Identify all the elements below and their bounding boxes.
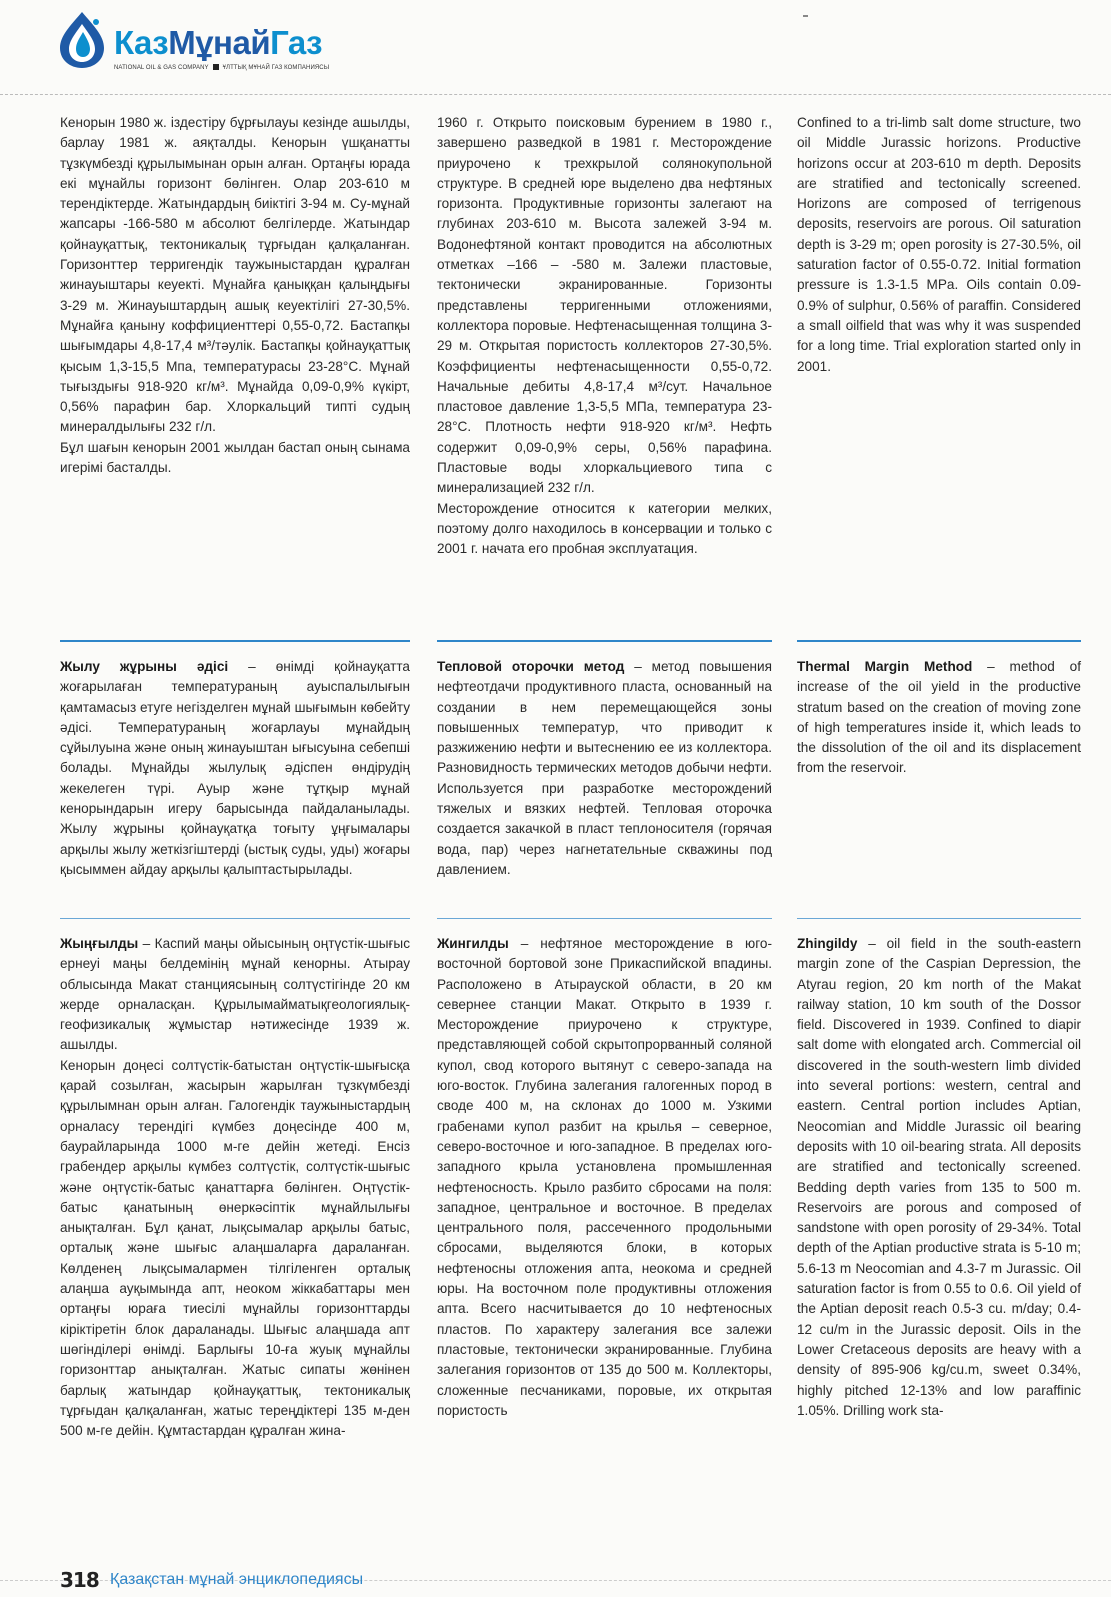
entry1-kk-text-2: Бұл шағын кенорын 2001 жылдан бастап оның сынама игерімі басталды. — [60, 439, 410, 476]
entry1-ru-text-2: Месторождение относится к категории мелких, поэтому долго находилось в консервации и только с 2001 г. начата его пробная эксплуатация. — [437, 500, 772, 557]
entry2-kk-body: – өнімді қойнауқатта жоғарылаған температураның ауыспалылығын қамтамасыз етуге негізделген мұнай шығымын көбейту әдісі. Температураның жоғарлауы мұнайдың сұйылуына және оның жинауыштан ығысуына себепші болады. Мұнайды жылулық әдіспен өндірудің жекелеген түрі. Ауыр және тұтқыр мұнай кенорындарын игеру барысында пайдаланылады. Жылу жұрыны қойнауқатқа тоғыту ұңғымалары арқылы жылу жеткізгіштерді (ыстық суды, уды) жоғары қысыммен айдау арқылы қалыптастырылады. — [60, 659, 410, 877]
entry2-english — [797, 657, 1081, 779]
entry3-english — [797, 934, 1081, 1421]
section-divider — [797, 640, 1081, 642]
brand-subtitle — [114, 64, 329, 71]
company-logo — [52, 8, 352, 76]
entry2-russian — [437, 657, 772, 880]
entry3-kazakh — [60, 934, 410, 1441]
brand-part-kaz: Каз — [114, 24, 169, 61]
entry3-russian — [437, 934, 772, 1421]
entry3-ru-body: – нефтяное месторождение в юго-восточной бортовой зоне Прикаспийской впадины. Расположено в Атырауской области, в 20 км севернее станции Макат. Открыто в 1939 г. Месторождение приурочено к структуре, представляющей собой скрытопрорванный соляной купол, свод которого вытянут с северо-запада на юго-восток. Глубина залегания галогенных пород в своде 400 м, на склонах до 1000 м. Узкими грабенами купол разбит на крылья – северное, северо-восточное и юго-западное. В пределах юго-западного крыла установлена промышленная нефтеносность. Крыло разбито сбросами на поля: западное, центральное и восточное. В пределах центрального поля, рассеченного продольными сбросами, выделяются блоки, в которых нефтеносны отложения апта, неокома и средней юры. На восточном поле продуктивны отложения апта. Всего насчитывается до 10 нефтеносных пластов. По характеру залегания все залежи пластовые, тектонически экранированные. Глубина залегания горизонтов от 135 до 500 м. Коллекторы, сложенные песчаниками, поровые, их открытая пористость — [437, 936, 772, 1418]
entry2-kazakh — [60, 657, 410, 880]
entry2-en-term: Thermal Margin Method — [797, 659, 973, 674]
entry1-kazakh — [60, 113, 410, 478]
entry2-en-body: – method of increase of the oil yield in the productive stratum based on the creation of moving zone of high temperatures inside it, which leads to the dissolution of the oil and its displacement from the reservoir. — [797, 659, 1081, 776]
scan-mark — [803, 15, 808, 17]
section-divider — [797, 918, 1081, 919]
section-divider — [60, 918, 410, 919]
entry1-russian — [437, 113, 772, 560]
subtitle-kk: ҰЛТТЫҚ МҰНАЙ ГАЗ КОМПАНИЯСЫ — [222, 65, 330, 71]
entry3-kk-body: – Каспий маңы ойысының оңтүстік-шығыс ернеуі маңы белдемінің мұнай кенорны. Атырау облысында Макат станциясының солтүстігінде 20 км жерде орналасқан. Құрылымайматықгеологиялық-геофизикалық жұмыстар нәтижесінде 1939 ж. ашылды. — [60, 936, 410, 1053]
entry3-en-body: – oil field in the south-eastern margin zone of the Caspian Depression, the Atyrau region, 20 km north of the Makat railway station, 10 km south of the Dossor field. Discovered in 1939. Confined to diapir salt dome with elongated arch. Commercial oil discovered in the south-western limb divided into several portions: western, central and eastern. Central portion includes Aptian, Neocomian and Middle Jurassic oil bearing deposits with 10 oil-bearing strata. All deposits are stratified and tectonically screened. Bedding depth varies from 135 to 500 m. Reservoirs are porous and composed of sandstone with open porosity of 29-34%. Total depth of the Aptian productive strata is 5-10 m; 5.6-13 m Neocomian and 4.3-7 m Jurassic. Oil saturation factor is from 0.55 to 0.6. Oil yield of the Aptian deposit reach 0.5-3 cu. m/day; 0.4-12 cu/m in the Jurassic deposit. Oils in the Lower Cretaceous deposits are heavy with a density of 895-906 kg/cu.m, sweet 0.34%, highly pitched 12-13% and low paraffinic 1.05%. Drilling work sta- — [797, 936, 1081, 1418]
entry3-kk-term: Жыңғылды — [60, 936, 139, 951]
entry1-en-text: Confined to a tri-limb salt dome structure, two oil Middle Jurassic horizons. Productive horizons occur at 203-610 m depth. Deposits are stratified and tectonically screened. Horizons are composed of terrigenous deposits, reservoirs are porous. Oil saturation depth is 3-29 m; open porosity is 27-30.5%, oil saturation factor of 0.55-0.72. Initial formation pressure is 1.3-1.5 MPa. Oils contain 0.09-0.9% of sulphur, 0.56% of paraffin. Considered a small oilfield that was why it was suspended for a long time. Trial exploration started only in 2001. — [797, 115, 1081, 374]
kmg-flame-drop-logo-icon — [52, 8, 112, 72]
header-divider — [0, 94, 1111, 95]
section-divider — [437, 918, 772, 919]
book-title: Қазақстан мұнай энциклопедиясы — [110, 1571, 364, 1588]
section-divider — [437, 640, 772, 642]
entry2-ru-term: Тепловой оторочки метод — [437, 659, 625, 674]
brand-part-munai: Мұнай — [168, 24, 271, 61]
page-header — [0, 0, 1111, 100]
entry2-kk-term: Жылу жұрыны әдісі — [60, 659, 229, 674]
entry1-kk-text: Кенорын 1980 ж. іздестіру бұрғылауы кезінде ашылды, барлау 1981 ж. аяқталды. Кенорын үшқанатты тұзкүмбезді құрылымынан орын алған. Ортаңғы юрада екі мұнайлы горизонт бөлінген. Олар 203-610 м терендіктерде. Жатындардың биіктігі 3-94 м. Су-мұнай жапсары -166-580 м абсолют белгілерде. Жатындар қойнауқаттық, тектоникалық тұрғыдан қалқаланған. Горизонттер терригендік таужыныстардан құралған жинауыштары кеуекті. Мұнайға қаныққан қалыңдығы 3-29 м. Жинауыштардың ашық кеуектілігі 27-30,5%. Мұнайға қаныну коффициенттері 0,55-0,72. Бастапқы шығымдары 4,8-17,4 м³/тәулік. Бастапқы қойнауқаттық қысым 1,3-15,5 Мпа, температурасы 23-28°С. Мұнай тығыздығы 918-920 кг/м³. Мұнайда 0,09-0,9% күкірт, 0,56% парафин бар. Хлоркальций типті судың минералдылығы 232 г/л. — [60, 115, 410, 435]
entry3-kk-text-2: Кенорын доңесі солтүстік-батыстан оңтүстік-шығысқа қарай созылған, жасырын жарылған тұзкүмбезді құрылымнан орын алған. Галогендік таужыныстардың орналасу терендігі күмбез доңесінде 400 м, баурайларында 1000 м-ге дейін жетеді. Енсіз грабендер арқылы күмбез солтүстік, солтүстік-шығыс және оңтүстік-батыс қанаттарға бөлінген. Оңтүстік-батыс қанатының өнеркәсіптік мұнайлылығы анықталған. Бұл қанат, лықсымалар арқылы батыс, орталық және шығыс алаңшаларға дараланған. Көлденең лықсымалармен тілгіленген орталық алаңша ауқымында апт, неоком жіккабаттары мен ортаңғы юраға тиесілі мұнайлы горизонттарды кіріктіретін блок дараланады. Шығыс алаңшада апт шөгінділері өнімді. Барлығы 10-ға жуық мұнайлы горизонттар анықталған. Жатыс сипаты жөнінен барлық жатындар қойнауқаттық, тектоникалық тұрғыдан қалқаланған, жатыс тереңдіктері 135 м-ден 500 м-ге дейін. Құмтастардан құралған жина- — [60, 1057, 410, 1439]
entry1-english — [797, 113, 1081, 377]
entry2-ru-body: – метод повышения нефтеотдачи продуктивного пласта, основанный на создании в нем перемещающейся зоны повышенных температур, что приводит к разжижению нефти и вытеснению ее из коллектора. Разновидность термических методов добычи нефти. Используется при разработке месторождений тяжелых и вязких нефтей. Тепловая оторочка создается закачкой в пласт теплоносителя (горячая вода, пар) через нагнетательные скважины под давлением. — [437, 659, 772, 877]
section-divider — [60, 640, 410, 642]
brand-name — [114, 24, 322, 62]
entry3-en-term: Zhingildy — [797, 936, 858, 951]
subtitle-separator — [213, 64, 219, 70]
subtitle-en: NATIONAL OIL & GAS COMPANY — [114, 65, 209, 71]
entry3-ru-term: Жингилды — [437, 936, 509, 951]
brand-part-gaz: Газ — [270, 24, 323, 61]
page-number: 318 — [60, 1568, 99, 1592]
entry1-ru-text: 1960 г. Открыто поисковым бурением в 1980 г., завершено разведкой в 1981 г. Месторождение приурочено к трехкрылой солянокупольной структуре. В средней юре выделено два нефтяных горизонта. Продуктивные горизонты залегают на глубинах 203-610 м. Высота залежей 3-94 м. Водонефтяной контакт проводится на абсолютных отметках –166 – -580 м. Залежи пластовые, тектонически экранированные. Горизонты представлены терригенными отложениями, коллектора поровые. Нефтенасыщенная толщина 3-29 м. Открытая пористость коллекторов 27-30,5%. Коэффициенты нефтенасыщенности 0,55-0,72. Начальные дебиты 4,8-17,4 м³/сут. Начальное пластовое давление 1,3-5,5 МПа, температура 23-28°С. Плотность нефти 918-920 кг/м³. Нефть содержит 0,09-0,9% серы, 0,56% парафина. Пластовые воды хлоркальциевого типа с минерализацией 232 г/л. — [437, 115, 772, 496]
